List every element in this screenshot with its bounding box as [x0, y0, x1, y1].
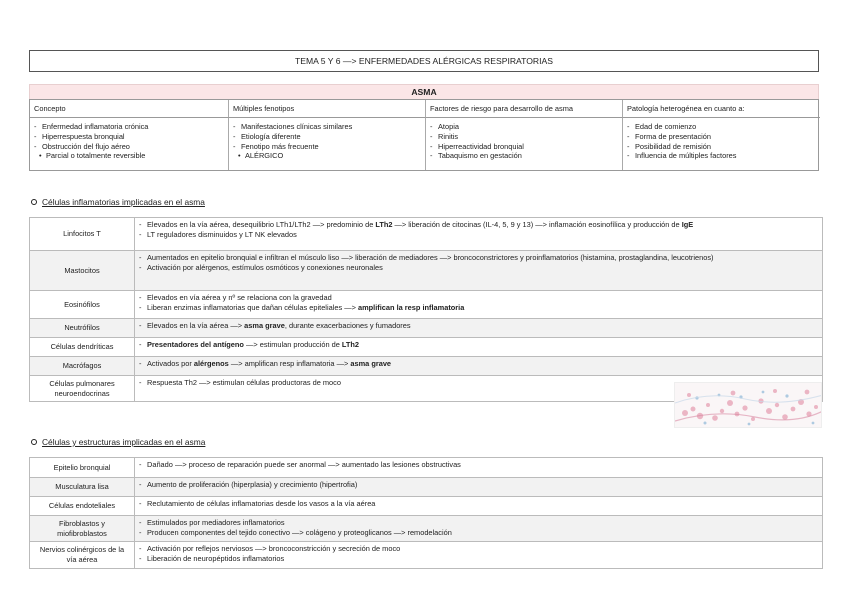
- asma-list-item: - Posibilidad de remisión: [627, 142, 816, 152]
- cell-type-name: Eosinófilos: [30, 291, 135, 319]
- description-line: [139, 359, 667, 369]
- description-line: [139, 518, 818, 528]
- cell-type-name: Células endoteliales: [30, 497, 135, 516]
- table-row: [30, 291, 823, 319]
- text-segment: Dañado —> proceso de reparación puede ser anormal —> aumentado las lesiones obstructivas: [147, 460, 461, 469]
- asma-list-item: - Obstrucción del flujo aéreo: [34, 142, 224, 152]
- bold-text: amplifican la resp inflamatoria: [357, 302, 465, 312]
- cell-type-description: [135, 497, 823, 516]
- description-line: [139, 544, 818, 554]
- text-segment: Reclutamiento de células inflamatorias desde los vasos a la vía aérea: [147, 499, 376, 508]
- text-segment: Aumentados en epitelio bronquial e infiltran el músculo liso —> liberación de mediadores —> broncoconstrictores y proinflamatorios (histamina, prostaglandina, leucotrienos): [147, 253, 714, 262]
- text-segment: Elevados en la vía aérea —>: [147, 321, 245, 330]
- asma-list-item: - Etiología diferente: [233, 132, 421, 142]
- cell-type-name: Fibroblastos y miofibroblastos: [30, 516, 135, 542]
- section-title-structures: Células y estructuras implicadas en el asma: [31, 437, 205, 448]
- cell-type-name: Linfocitos T: [30, 218, 135, 251]
- text-segment: —> estimulan producción de: [243, 340, 342, 349]
- cell-type-description: [135, 516, 823, 542]
- description-line: [139, 460, 818, 470]
- description-line: [139, 528, 818, 538]
- cell-type-description: [135, 319, 823, 338]
- asma-list-item: - Atopia: [430, 122, 618, 132]
- bold-text: Presentadores del antígeno: [147, 340, 244, 349]
- description-line: [139, 480, 818, 490]
- asma-header: ASMA: [29, 84, 819, 99]
- asma-column-body: [229, 118, 426, 170]
- text-segment: Liberan enzimas inflamatorias que dañan células epiteliales —>: [147, 302, 358, 312]
- text-segment: Activados por: [147, 359, 194, 368]
- text-segment: Activación por alérgenos, estímulos osmóticos y conexiones neuronales: [147, 262, 383, 272]
- cell-type-name: Epitelio bronquial: [30, 458, 135, 478]
- description-line: [139, 253, 818, 263]
- text-segment: Activación por reflejos nerviosos —> broncoconstricción y secreción de moco: [147, 544, 401, 553]
- asma-column-heading: Patología heterogénea en cuanto a:: [623, 100, 820, 118]
- description-line: [139, 263, 818, 273]
- cell-type-name: Mastocitos: [30, 251, 135, 291]
- description-line: [139, 378, 667, 388]
- table-row: [30, 497, 823, 516]
- text-segment: Producen componentes del tejido conectivo —> colágeno y proteoglicanos —> remodelación: [147, 527, 452, 537]
- bold-text: IgE: [681, 220, 694, 229]
- table-row: [30, 458, 823, 478]
- description-line: [139, 230, 818, 240]
- bold-text: asma grave: [244, 321, 285, 330]
- cell-type-description: [135, 478, 823, 497]
- cell-type-name: Células dendríticas: [30, 338, 135, 357]
- asma-list-item: - Fenotipo más frecuente: [233, 142, 421, 152]
- asma-list-item: - Forma de presentación: [627, 132, 816, 142]
- asma-column-body: [623, 118, 820, 170]
- text-segment: Respuesta Th2 —> estimulan células productoras de moco: [147, 378, 341, 387]
- inflammatory-cells-table: [29, 217, 823, 402]
- table-row: [30, 218, 823, 251]
- cell-type-description: [135, 291, 823, 319]
- table-row: [30, 516, 823, 542]
- micrograph-graphic: [675, 383, 822, 428]
- asma-sub-item: • ALÉRGICO: [233, 151, 421, 161]
- table-row: [30, 251, 823, 291]
- table-row: [30, 319, 823, 338]
- cell-type-name: Neutrófilos: [30, 319, 135, 338]
- page-title: TEMA 5 Y 6 —> ENFERMEDADES ALÉRGICAS RESPIRATORIAS: [29, 50, 819, 72]
- asma-list-item: - Manifestaciones clínicas similares: [233, 122, 421, 132]
- structures-table: [29, 457, 823, 569]
- cell-type-name: Células pulmonares neuroendocrinas: [30, 376, 135, 402]
- circle-bullet-icon: [31, 439, 37, 445]
- asma-list-item: - Rinitis: [430, 132, 618, 142]
- bold-text: LTh2: [375, 220, 393, 229]
- description-line: [139, 220, 818, 230]
- cell-type-name: Nervios colinérgicos de la vía aérea: [30, 542, 135, 569]
- table-row: [30, 357, 823, 376]
- cell-type-description: [135, 251, 823, 291]
- cell-type-description: [135, 357, 823, 376]
- cell-type-name: Macrófagos: [30, 357, 135, 376]
- description-line: [139, 321, 818, 331]
- cell-type-description: [135, 458, 823, 478]
- description-line: [139, 340, 818, 350]
- asma-list-item: - Hiperrespuesta bronquial: [34, 132, 224, 142]
- bold-text: asma grave: [350, 359, 392, 368]
- histology-image: [674, 382, 822, 428]
- bold-text: LTh2: [341, 340, 360, 349]
- cell-type-description: [135, 338, 823, 357]
- description-line: [139, 303, 818, 313]
- section-title-inflammatory-cells: Células inflamatorias implicadas en el asma: [31, 197, 205, 208]
- bold-text: alérgenos: [193, 359, 229, 368]
- text-segment: Elevados en la vía aérea, desequilibrio LTh1/LTh2 —> predominio de: [147, 220, 376, 229]
- table-row: [30, 338, 823, 357]
- asma-list-item: - Influencia de múltiples factores: [627, 151, 816, 161]
- text-segment: , durante exacerbaciones y fumadores: [284, 321, 411, 330]
- cell-type-description: [135, 218, 823, 251]
- table-row: [30, 542, 823, 569]
- description-line: [139, 554, 818, 564]
- asma-column-heading: Concepto: [30, 100, 229, 118]
- table-row: [30, 478, 823, 497]
- text-segment: —> amplifican resp inflamatoria —>: [228, 359, 351, 368]
- cell-type-description: [135, 542, 823, 569]
- asma-list-item: - Enfermedad inflamatoria crónica: [34, 122, 224, 132]
- text-segment: Elevados en vía aérea y nº se relaciona con la gravedad: [147, 293, 332, 302]
- text-segment: LT reguladores disminuidos y LT NK elevados: [147, 229, 297, 239]
- text-segment: Aumento de proliferación (hiperplasia) y crecimiento (hipertrofia): [147, 480, 358, 489]
- asma-list-item: - Edad de comienzo: [627, 122, 816, 132]
- text-segment: —> liberación de citocinas (IL-4, 5, 9 y 13) —> inflamación eosinofílica y producción de: [392, 220, 682, 229]
- text-segment: Liberación de neuropéptidos inflamatorios: [147, 553, 285, 563]
- asma-column-heading: Factores de riesgo para desarrollo de asma: [426, 100, 623, 118]
- asma-column-heading: Múltiples fenotipos: [229, 100, 426, 118]
- asma-summary: [29, 84, 819, 171]
- description-line: [139, 293, 818, 303]
- asma-list-item: - Tabaquismo en gestación: [430, 151, 618, 161]
- asma-sub-item: • Parcial o totalmente reversible: [34, 151, 224, 161]
- asma-column-body: [30, 118, 229, 170]
- asma-column-body: [426, 118, 623, 170]
- cell-type-name: Musculatura lisa: [30, 478, 135, 497]
- text-segment: Estimulados por mediadores inflamatorios: [147, 518, 285, 527]
- description-line: [139, 499, 818, 509]
- asma-grid: [29, 99, 819, 171]
- asma-list-item: - Hiperreactividad bronquial: [430, 142, 618, 152]
- circle-bullet-icon: [31, 199, 37, 205]
